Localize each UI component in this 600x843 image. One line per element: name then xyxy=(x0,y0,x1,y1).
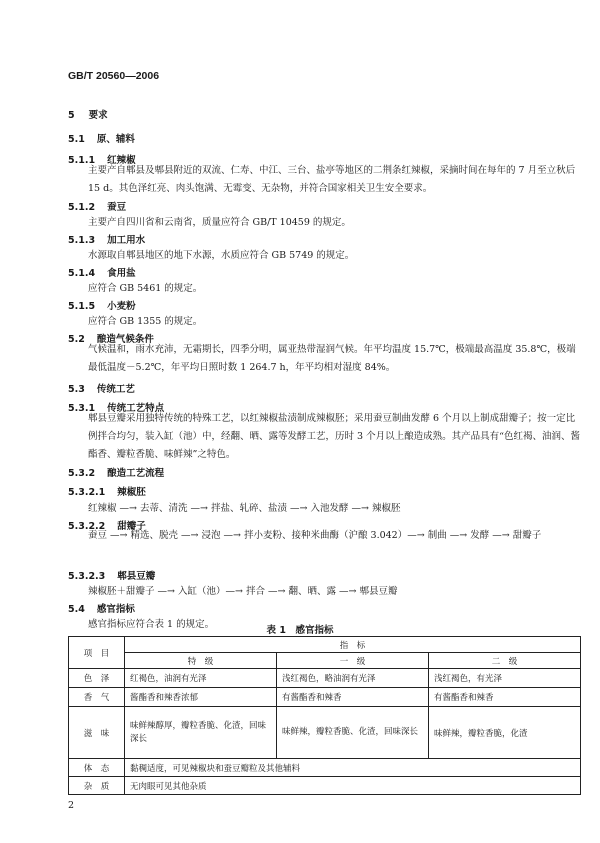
page-number: 2 xyxy=(68,800,75,811)
row-item: 体 态 xyxy=(69,759,125,777)
flow-sweet-bean: 蚕豆 —→ 精选、脱壳 —→ 浸泡 —→ 拌小麦粉、接种米曲酶（沪酿 3.042）—→ 制曲 —→ 发酵 —→ 甜瓣子 xyxy=(88,530,542,541)
section-5-1-heading: 5.1 原、辅料 xyxy=(68,134,135,145)
flow-chilli-paste: 红辣椒 —→ 去蒂、清洗 —→ 拌盐、轧碎、盐渍 —→ 入池发酵 —→ 辣椒胚 xyxy=(88,503,401,514)
table-row xyxy=(69,777,581,795)
section-5-1-1-text: 主要产自郫县及郫县附近的双流、仁寿、中江、三台、盐亭等地区的二荆条红辣椒，采摘时间在每年的 7 月至立秋后 15 d。其色泽红亮、肉头饱满、无霉变、无杂物，并符合国家相关卫生安全要求。 xyxy=(88,165,576,194)
section-5-2-heading: 5.2 酿造气候条件 xyxy=(68,334,154,345)
table-row xyxy=(69,707,581,759)
section-5-1-5-text: 应符合 GB 1355 的规定。 xyxy=(88,316,203,327)
row-item: 香 气 xyxy=(69,688,125,707)
section-5-1-5-heading: 5.1.5 小麦粉 xyxy=(68,301,136,312)
cell: 黏稠适度，可见辣椒块和蚕豆瓣粒及其他辅料 xyxy=(125,759,581,777)
cell: 味鲜辣，瓣粒香脆、化渣，回味深长 xyxy=(277,707,429,759)
flow-pixian-douban: 辣椒胚＋甜瓣子 —→ 入缸（池）—→ 拌合 —→ 翻、晒、露 —→ 郫县豆瓣 xyxy=(88,586,398,597)
row-item: 色 泽 xyxy=(69,669,125,688)
section-5-4-heading: 5.4 感官指标 xyxy=(68,604,135,615)
section-5-3-2-heading: 5.3.2 酿造工艺流程 xyxy=(68,468,165,479)
section-5-2-text: 气候温和，雨水充沛，无霜期长，四季分明，属亚热带湿润气候。年平均温度 15.7℃，极端最高温度 35.8℃，极端最低温度－5.2℃，年平均日照时数 1 264.7 h，年平均相对湿度 84%。 xyxy=(88,344,576,373)
cell: 酱酯香和辣香浓郁 xyxy=(125,688,277,707)
cell: 浅红褐色，有光泽 xyxy=(429,669,581,688)
sensory-index-table xyxy=(68,636,581,795)
section-5-4-text: 感官指标应符合表 1 的规定。 xyxy=(88,619,215,630)
table-row xyxy=(69,688,581,707)
table-row xyxy=(69,759,581,777)
header-grade-special: 特 级 xyxy=(125,653,277,669)
cell: 浅红褐色，略油润有光泽 xyxy=(277,669,429,688)
section-5-1-2-text: 主要产自四川省和云南省，质量应符合 GB/T 10459 的规定。 xyxy=(88,217,351,228)
section-5-3-1-heading: 5.3.1 传统工艺特点 xyxy=(68,403,165,414)
section-5-3-2-3-heading: 5.3.2.3 郫县豆瓣 xyxy=(68,571,156,582)
cell: 无肉眼可见其他杂质 xyxy=(125,777,581,795)
section-5-3-1-text: 郫县豆瓣采用独特传统的特殊工艺，以红辣椒盐渍制成辣椒胚；采用蚕豆制曲发酵 6 个月以上制成甜瓣子；按一定比例拌合均匀，装入缸（池）中，经翻、晒、露等发酵工艺，历时 3 个月以上酿造成熟。其产品具有“色红褐、油润、酱酯香、瓣粒香脆、味鲜辣”之特色。 xyxy=(88,413,580,460)
section-5-1-4-text: 应符合 GB 5461 的规定。 xyxy=(88,283,203,294)
section-5-1-1-heading: 5.1.1 红辣椒 xyxy=(68,155,136,166)
section-5-3-2-2-heading: 5.3.2.2 甜瓣子 xyxy=(68,521,146,532)
header-index: 指 标 xyxy=(125,637,581,653)
cell: 有酱酯香和辣香 xyxy=(429,688,581,707)
section-5-3-heading: 5.3 传统工艺 xyxy=(68,384,135,395)
table-caption: 表 1 感官指标 xyxy=(266,625,334,636)
row-item: 杂 质 xyxy=(69,777,125,795)
standard-number: GB/T 20560—2006 xyxy=(68,70,160,82)
cell: 有酱酯香和辣香 xyxy=(277,688,429,707)
header-item: 项 目 xyxy=(69,637,125,669)
header-grade-second: 二 级 xyxy=(429,653,581,669)
cell: 红褐色，油润有光泽 xyxy=(125,669,277,688)
row-item: 滋 味 xyxy=(69,707,125,759)
section-5-1-4-heading: 5.1.4 食用盐 xyxy=(68,268,136,279)
section-title: 要求 xyxy=(88,110,108,121)
section-5-3-2-1-heading: 5.3.2.1 辣椒胚 xyxy=(68,487,146,498)
table-row xyxy=(69,669,581,688)
section-5-1-3-heading: 5.1.3 加工用水 xyxy=(68,235,146,246)
section-5-1-3-text: 水源取自郫县地区的地下水源，水质应符合 GB 5749 的规定。 xyxy=(88,250,355,261)
header-grade-first: 一 级 xyxy=(277,653,429,669)
section-5-heading xyxy=(68,107,108,121)
section-5-1-2-heading: 5.1.2 蚕豆 xyxy=(68,202,127,213)
cell: 味鲜辣醇厚，瓣粒香脆、化渣，回味深长 xyxy=(125,707,277,759)
section-number: 5 xyxy=(68,110,75,121)
cell: 味鲜辣，瓣粒香脆，化渣 xyxy=(429,707,581,759)
